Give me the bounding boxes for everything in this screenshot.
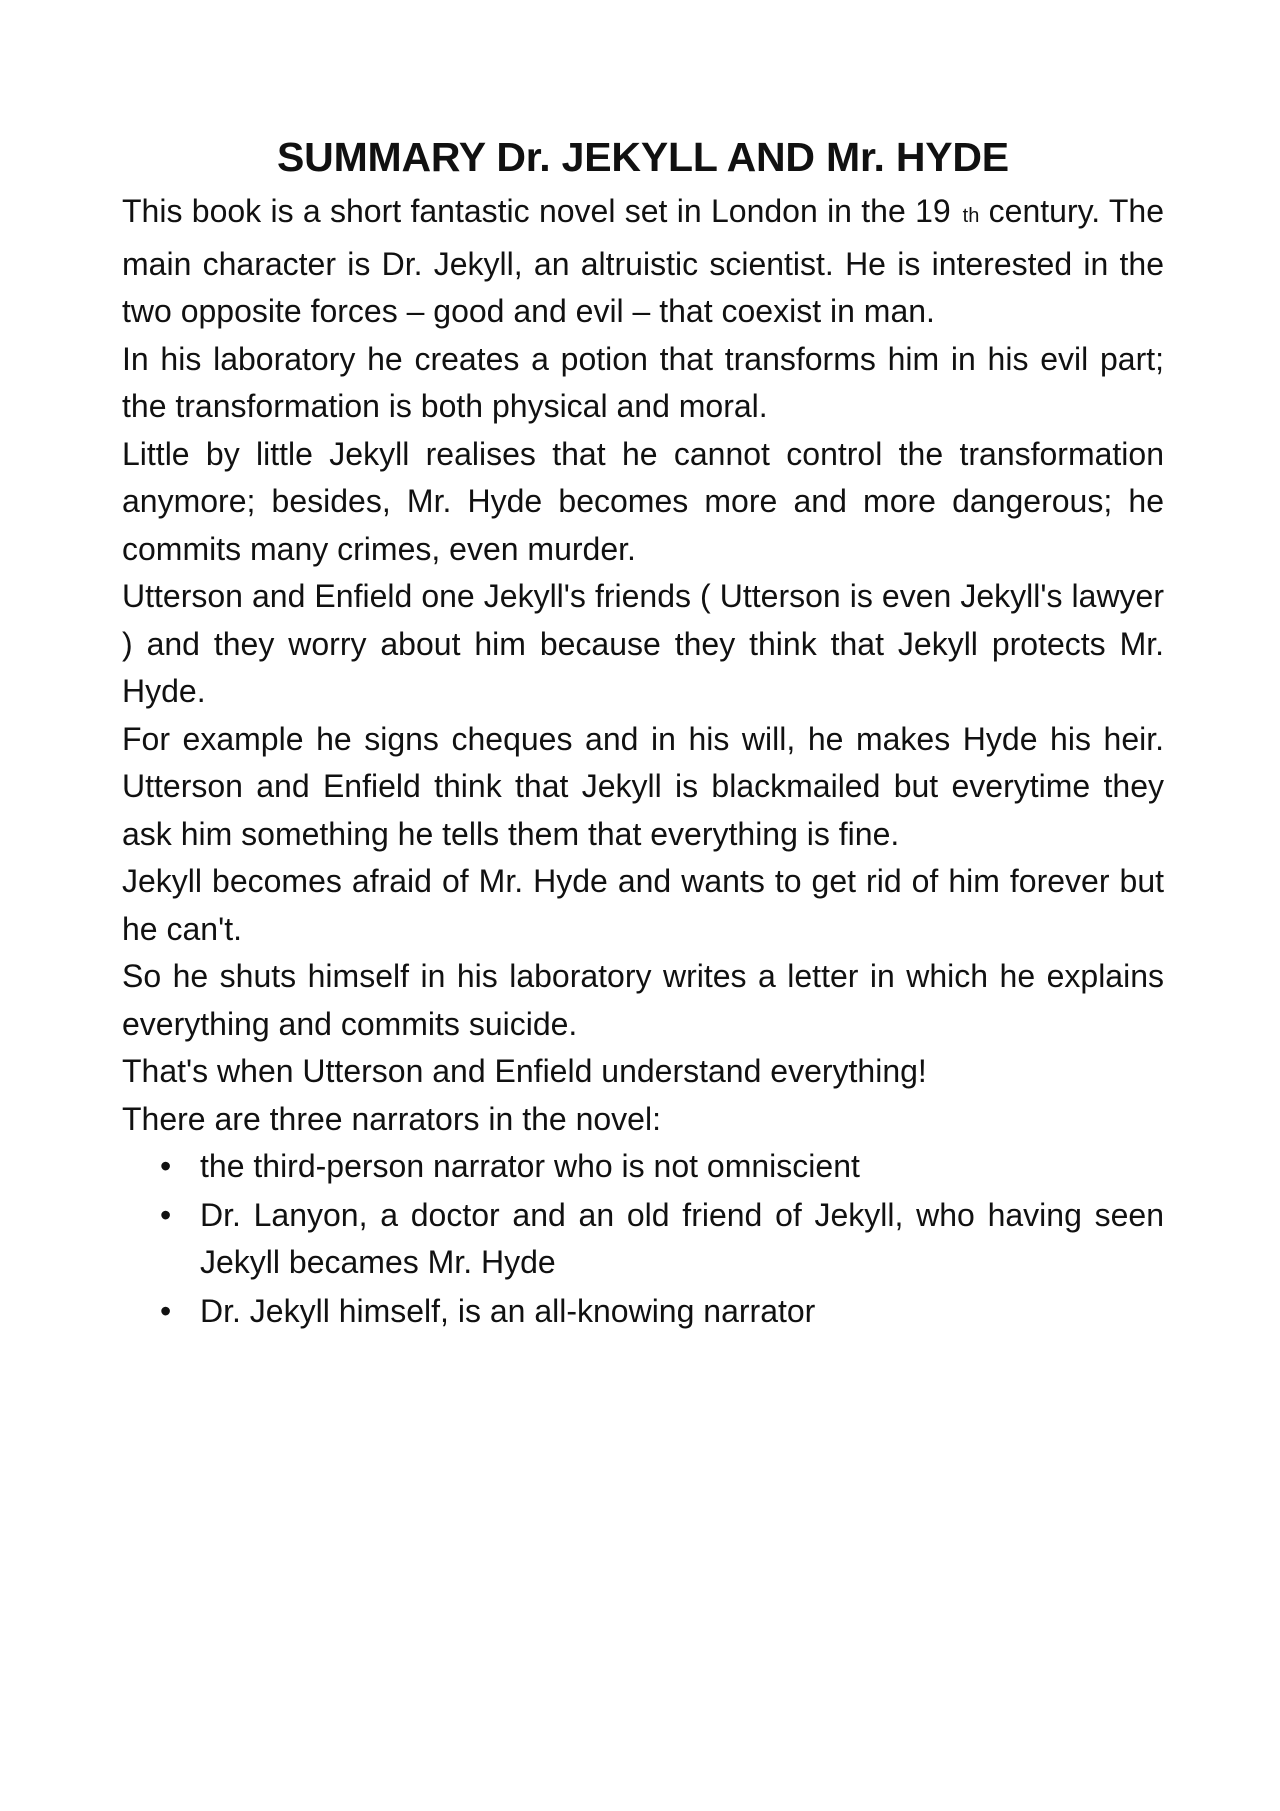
paragraph-transformation: Little by little Jekyll realises that he cannot control the transformation anymore; besides, Mr. Hyde becomes more and more dangerous; he commits many crimes, even murder. (122, 435, 1164, 567)
list-item: • Dr. Lanyon, a doctor and an old friend of Jekyll, who having seen Jekyll becames Mr. Hyde (200, 1192, 1164, 1287)
paragraph-narrators-intro: There are three narrators in the novel: (122, 1100, 661, 1137)
narrators-list (122, 1143, 1164, 1335)
intro-paragraph (122, 188, 1164, 336)
paragraph-laboratory: In his laboratory he creates a potion that transforms him in his evil part; the transformation is both physical and moral. (122, 340, 1164, 424)
document-title: SUMMARY Dr. JEKYLL AND Mr. HYDE (277, 134, 1009, 180)
intro-text: This book is a short fantastic novel set in London in the 19 (122, 193, 951, 229)
list-item: • the third-person narrator who is not omniscient (200, 1143, 1164, 1191)
paragraph-friends: Utterson and Enfield one Jekyll's friends ( Utterson is even Jekyll's lawyer ) and they worry about him because they think that Jekyll protects Mr. Hyde. (122, 578, 1164, 709)
list-item: • Dr. Jekyll himself, is an all-knowing narrator (200, 1288, 1164, 1336)
document-page (122, 128, 1164, 1336)
paragraph-afraid: Jekyll becomes afraid of Mr. Hyde and wants to get rid of him forever but he can't. (122, 863, 1164, 947)
paragraph-understand: That's when Utterson and Enfield understand everything! (122, 1053, 927, 1089)
intro-rest: century. The main character is Dr. Jekyll, an altruistic scientist. He is interested in the two opposite forces – good and evil – that coexist in man. (122, 193, 1164, 329)
paragraph-cheques: For example he signs cheques and in his will, he makes Hyde his heir. Utterson and Enfield think that Jekyll is blackmailed but everytime they ask him something he tells them that everything is fine. (122, 720, 1164, 852)
intro-superscript: th (962, 205, 980, 227)
paragraph-suicide: So he shuts himself in his laboratory writes a letter in which he explains everything and commits suicide. (122, 958, 1164, 1042)
